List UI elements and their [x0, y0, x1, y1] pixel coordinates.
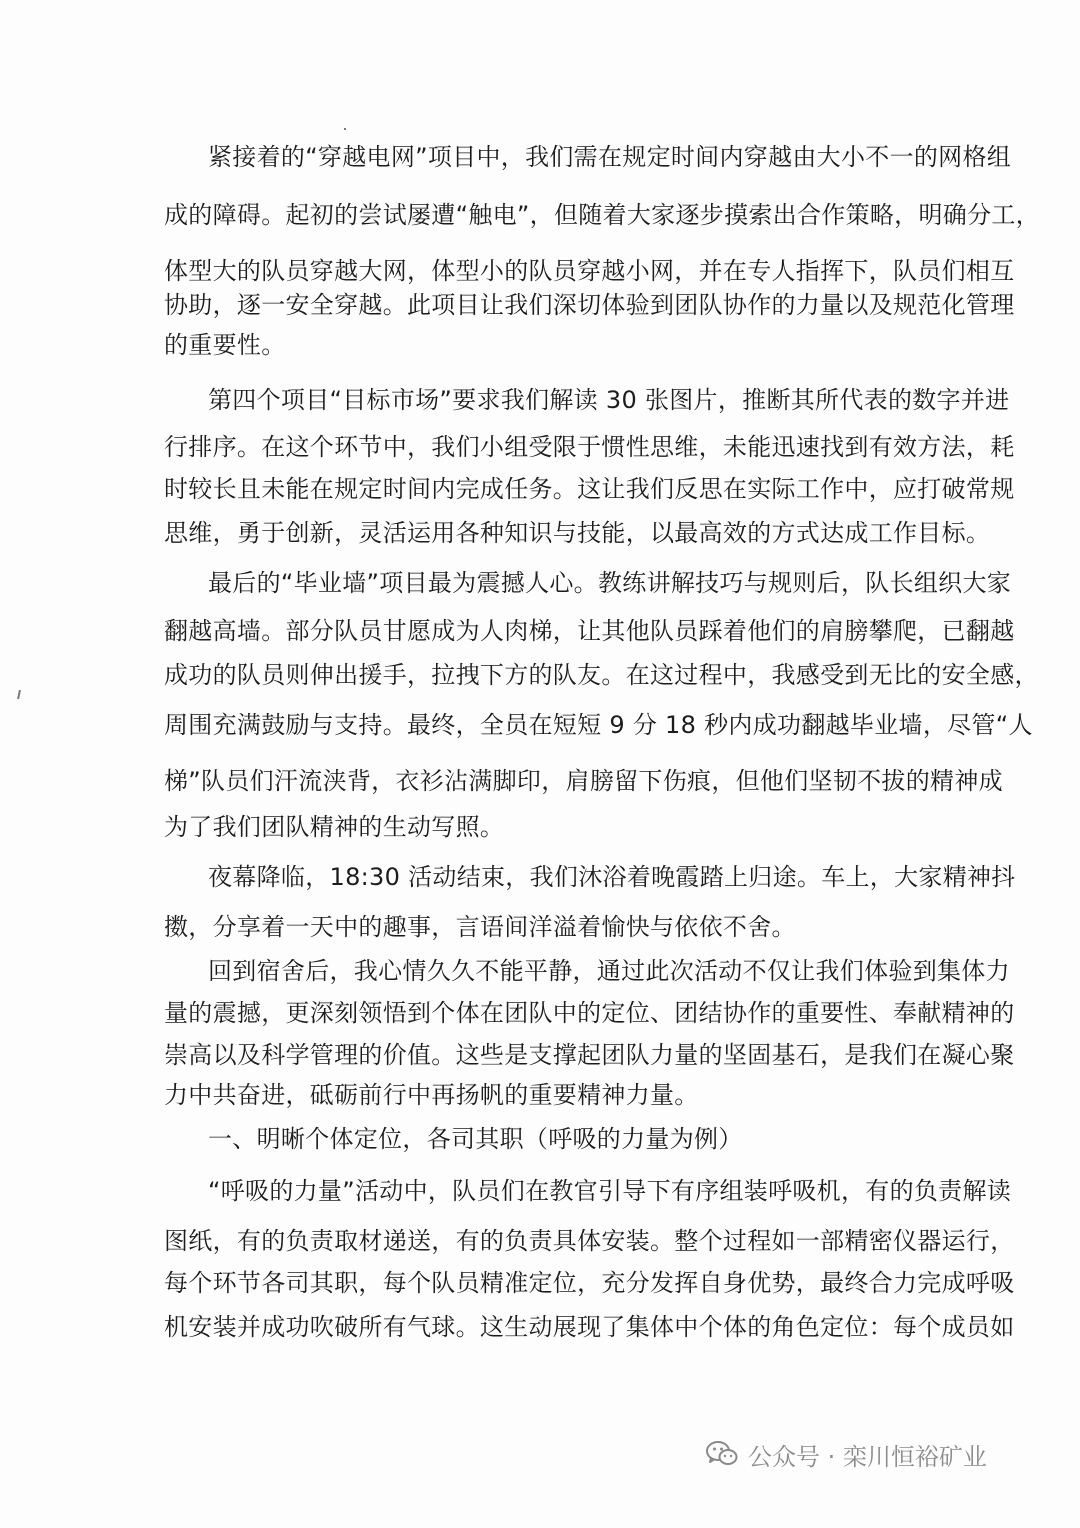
paragraph-line: 力中共奋进，砥砺前行中再扬帆的重要精神力量。	[164, 1081, 699, 1109]
paragraph-line: 周围充满鼓励与支持。最终，全员在短短 9 分 18 秒内成功翻越毕业墙，尽管“人	[164, 711, 1033, 739]
paragraph-line: 量的震撼，更深刻领悟到个体在团队中的定位、团结协作的重要性、奉献精神的	[164, 999, 1015, 1027]
paragraph-line: 体型大的队员穿越大网，体型小的队员穿越小网，并在专人指挥下，队员们相互	[164, 257, 1015, 285]
paragraph-line: “呼吸的力量”活动中，队员们在教官引导下有序组装呼吸机，有的负责解读	[208, 1177, 1012, 1205]
paragraph-line: 为了我们团队精神的生动写照。	[164, 813, 505, 841]
watermark	[706, 1434, 987, 1474]
watermark-label: 公众号 · 栾川恒裕矿业	[748, 1442, 987, 1471]
paragraph-line: 成功的队员则伸出援手，拉拽下方的队友。在这过程中，我感受到无比的安全感，	[164, 661, 1039, 689]
paragraph-line: 机安装并成功吹破所有气球。这生动展现了集体中个体的角色定位：每个成员如	[164, 1313, 1015, 1341]
paragraph-line: 思维，勇于创新，灵活运用各种知识与技能，以最高效的方式达成工作目标。	[164, 519, 991, 547]
paragraph-line: 擞，分享着一天中的趣事，言语间洋溢着愉快与依依不舍。	[164, 913, 796, 941]
paragraph-line: 每个环节各司其职，每个队员精准定位，充分发挥自身优势，最终合力完成呼吸	[164, 1269, 1015, 1297]
paragraph-line: 第四个项目“目标市场”要求我们解读 30 张图片，推断其所代表的数字并进	[208, 386, 1010, 414]
scan-speck	[344, 128, 346, 130]
paragraph-line: 图纸，有的负责取材递送，有的负责具体安装。整个过程如一部精密仪器运行，	[164, 1227, 1015, 1255]
paragraph-line: 崇高以及科学管理的价值。这些是支撑起团队力量的坚固基石，是我们在凝心聚	[164, 1041, 1015, 1069]
scan-speck	[17, 690, 21, 699]
paragraph-line: 夜幕降临，18:30 活动结束，我们沐浴着晚霞踏上归途。车上，大家精神抖	[208, 863, 1016, 891]
paragraph-line: 回到宿舍后，我心情久久不能平静，通过此次活动不仅让我们体验到集体力	[208, 957, 1010, 985]
section-heading: 一、明晰个体定位，各司其职（呼吸的力量为例）	[208, 1125, 743, 1153]
paragraph-line: 协助，逐一安全穿越。此项目让我们深切体验到团队协作的力量以及规范化管理	[164, 291, 1015, 319]
wechat-icon	[706, 1440, 738, 1468]
paragraph-line: 翻越高墙。部分队员甘愿成为人肉梯，让其他队员踩着他们的肩膀攀爬，已翻越	[164, 617, 1015, 645]
paragraph-line: 成的障碍。起初的尝试屡遭“触电”，但随着大家逐步摸索出合作策略，明确分工，	[164, 201, 1040, 229]
paragraph-line: 梯”队员们汗流浃背，衣衫沾满脚印，肩膀留下伤痕，但他们坚韧不拔的精神成	[164, 767, 1003, 795]
paragraph-line: 时较长且未能在规定时间内完成任务。这让我们反思在实际工作中，应打破常规	[164, 475, 1015, 503]
paragraph-line: 的重要性。	[164, 331, 286, 359]
paragraph-line: 行排序。在这个环节中，我们小组受限于惯性思维，未能迅速找到有效方法，耗	[164, 433, 1015, 461]
paragraph-line: 最后的“毕业墙”项目最为震撼人心。教练讲解技巧与规则后，队长组织大家	[208, 569, 1012, 597]
paragraph-line: 紧接着的“穿越电网”项目中，我们需在规定时间内穿越由大小不一的网格组	[208, 143, 1012, 171]
